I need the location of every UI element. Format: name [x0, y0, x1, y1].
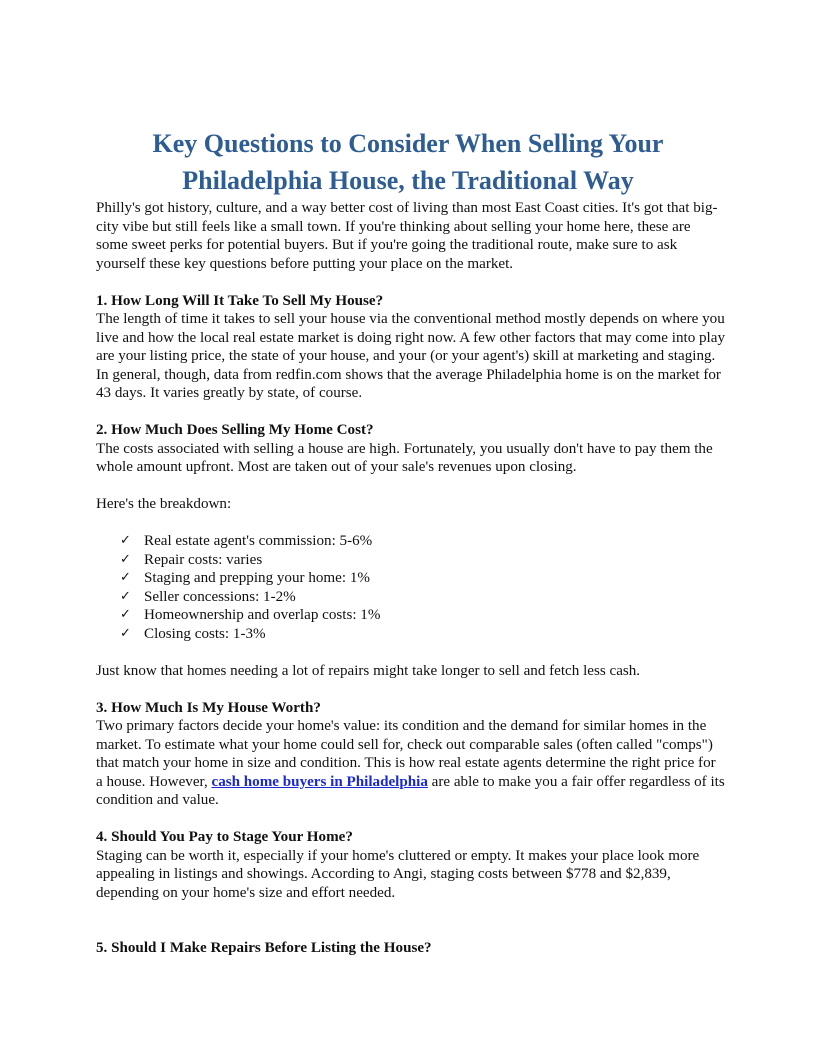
checkmark-icon: ✓ — [120, 533, 131, 548]
section-body-3: Two primary factors decide your home's value: its condition and the demand for similar homes in the market. To estimate what your home could sell for, check out comparable sales (often called "comps") that match your home in size and condition. This is how real estate agents determine the right price for a house. However, cash home buyers in Philadelphia are able to make you a fair offer regardless of its condition and value. — [96, 718, 725, 808]
article-body — [96, 199, 726, 958]
cash-home-buyers-link[interactable]: cash home buyers in Philadelphia — [211, 773, 428, 790]
section-heading-3: 3. How Much Is My House Worth? — [96, 699, 321, 716]
cost-breakdown-list — [96, 532, 726, 643]
title-line-1: Key Questions to Consider When Selling Your — [152, 129, 664, 158]
breakdown-intro: Here's the breakdown: — [96, 496, 232, 512]
list-item: ✓ Staging and prepping your home: 1% — [120, 570, 370, 586]
section-heading-4: 4. Should You Pay to Stage Your Home? — [96, 829, 353, 845]
section-body-2: The costs associated with selling a house are high. Fortunately, you usually don't have to pay them the whole amount upfront. Most are taken out of your sale's revenues upon closing. — [96, 440, 713, 475]
section-heading-5: 5. Should I Make Repairs Before Listing the House? — [96, 940, 432, 956]
list-item: ✓ Repair costs: varies — [120, 551, 263, 568]
repairs-note: Just know that homes needing a lot of repairs might take longer to sell and fetch less cash. — [96, 662, 641, 679]
intro-paragraph: Philly's got history, culture, and a way better cost of living than most East Coast cities. It's got that big-city vibe but still feels like a small town. If you're thinking about selling your home here, these are some sweet perks for potential buyers. But if you're going the traditional route, make sure to ask yourself these key questions before putting your place on the market. — [96, 200, 718, 272]
list-item: ✓ Closing costs: 1-3% — [120, 625, 266, 642]
list-item: ✓ Homeownership and overlap costs: 1% — [120, 607, 381, 623]
checkmark-icon: ✓ — [120, 570, 131, 585]
section-heading-2: 2. How Much Does Selling My Home Cost? — [96, 422, 374, 438]
title-line-2: Philadelphia House, the Traditional Way — [182, 166, 634, 195]
list-item: ✓ Real estate agent's commission: 5-6% — [120, 533, 373, 549]
checkmark-icon: ✓ — [120, 607, 131, 622]
section-body-4: Staging can be worth it, especially if your home's cluttered or empty. It makes your place look more appealing in listings and showings. According to Angi, staging costs between $778 and $2,839, depending on your home's size and effort needed. — [96, 847, 700, 901]
section-body-1: The length of time it takes to sell your house via the conventional method mostly depends on where you live and how the local real estate market is doing right now. A few other factors that may come into play are your listing price, the state of your house, and your (or your agent's) skill at marketing and staging. In general, though, data from redfin.com shows that the average Philadelphia home is on the market for 43 days. It varies greatly by state, of course. — [96, 311, 725, 401]
list-item: ✓ Seller concessions: 1-2% — [120, 588, 296, 605]
checkmark-icon: ✓ — [120, 551, 131, 567]
checkmark-icon: ✓ — [120, 625, 131, 641]
page-title — [90, 125, 726, 199]
checkmark-icon: ✓ — [120, 588, 131, 604]
section-heading-1: 1. How Long Will It Take To Sell My House? — [96, 292, 384, 309]
